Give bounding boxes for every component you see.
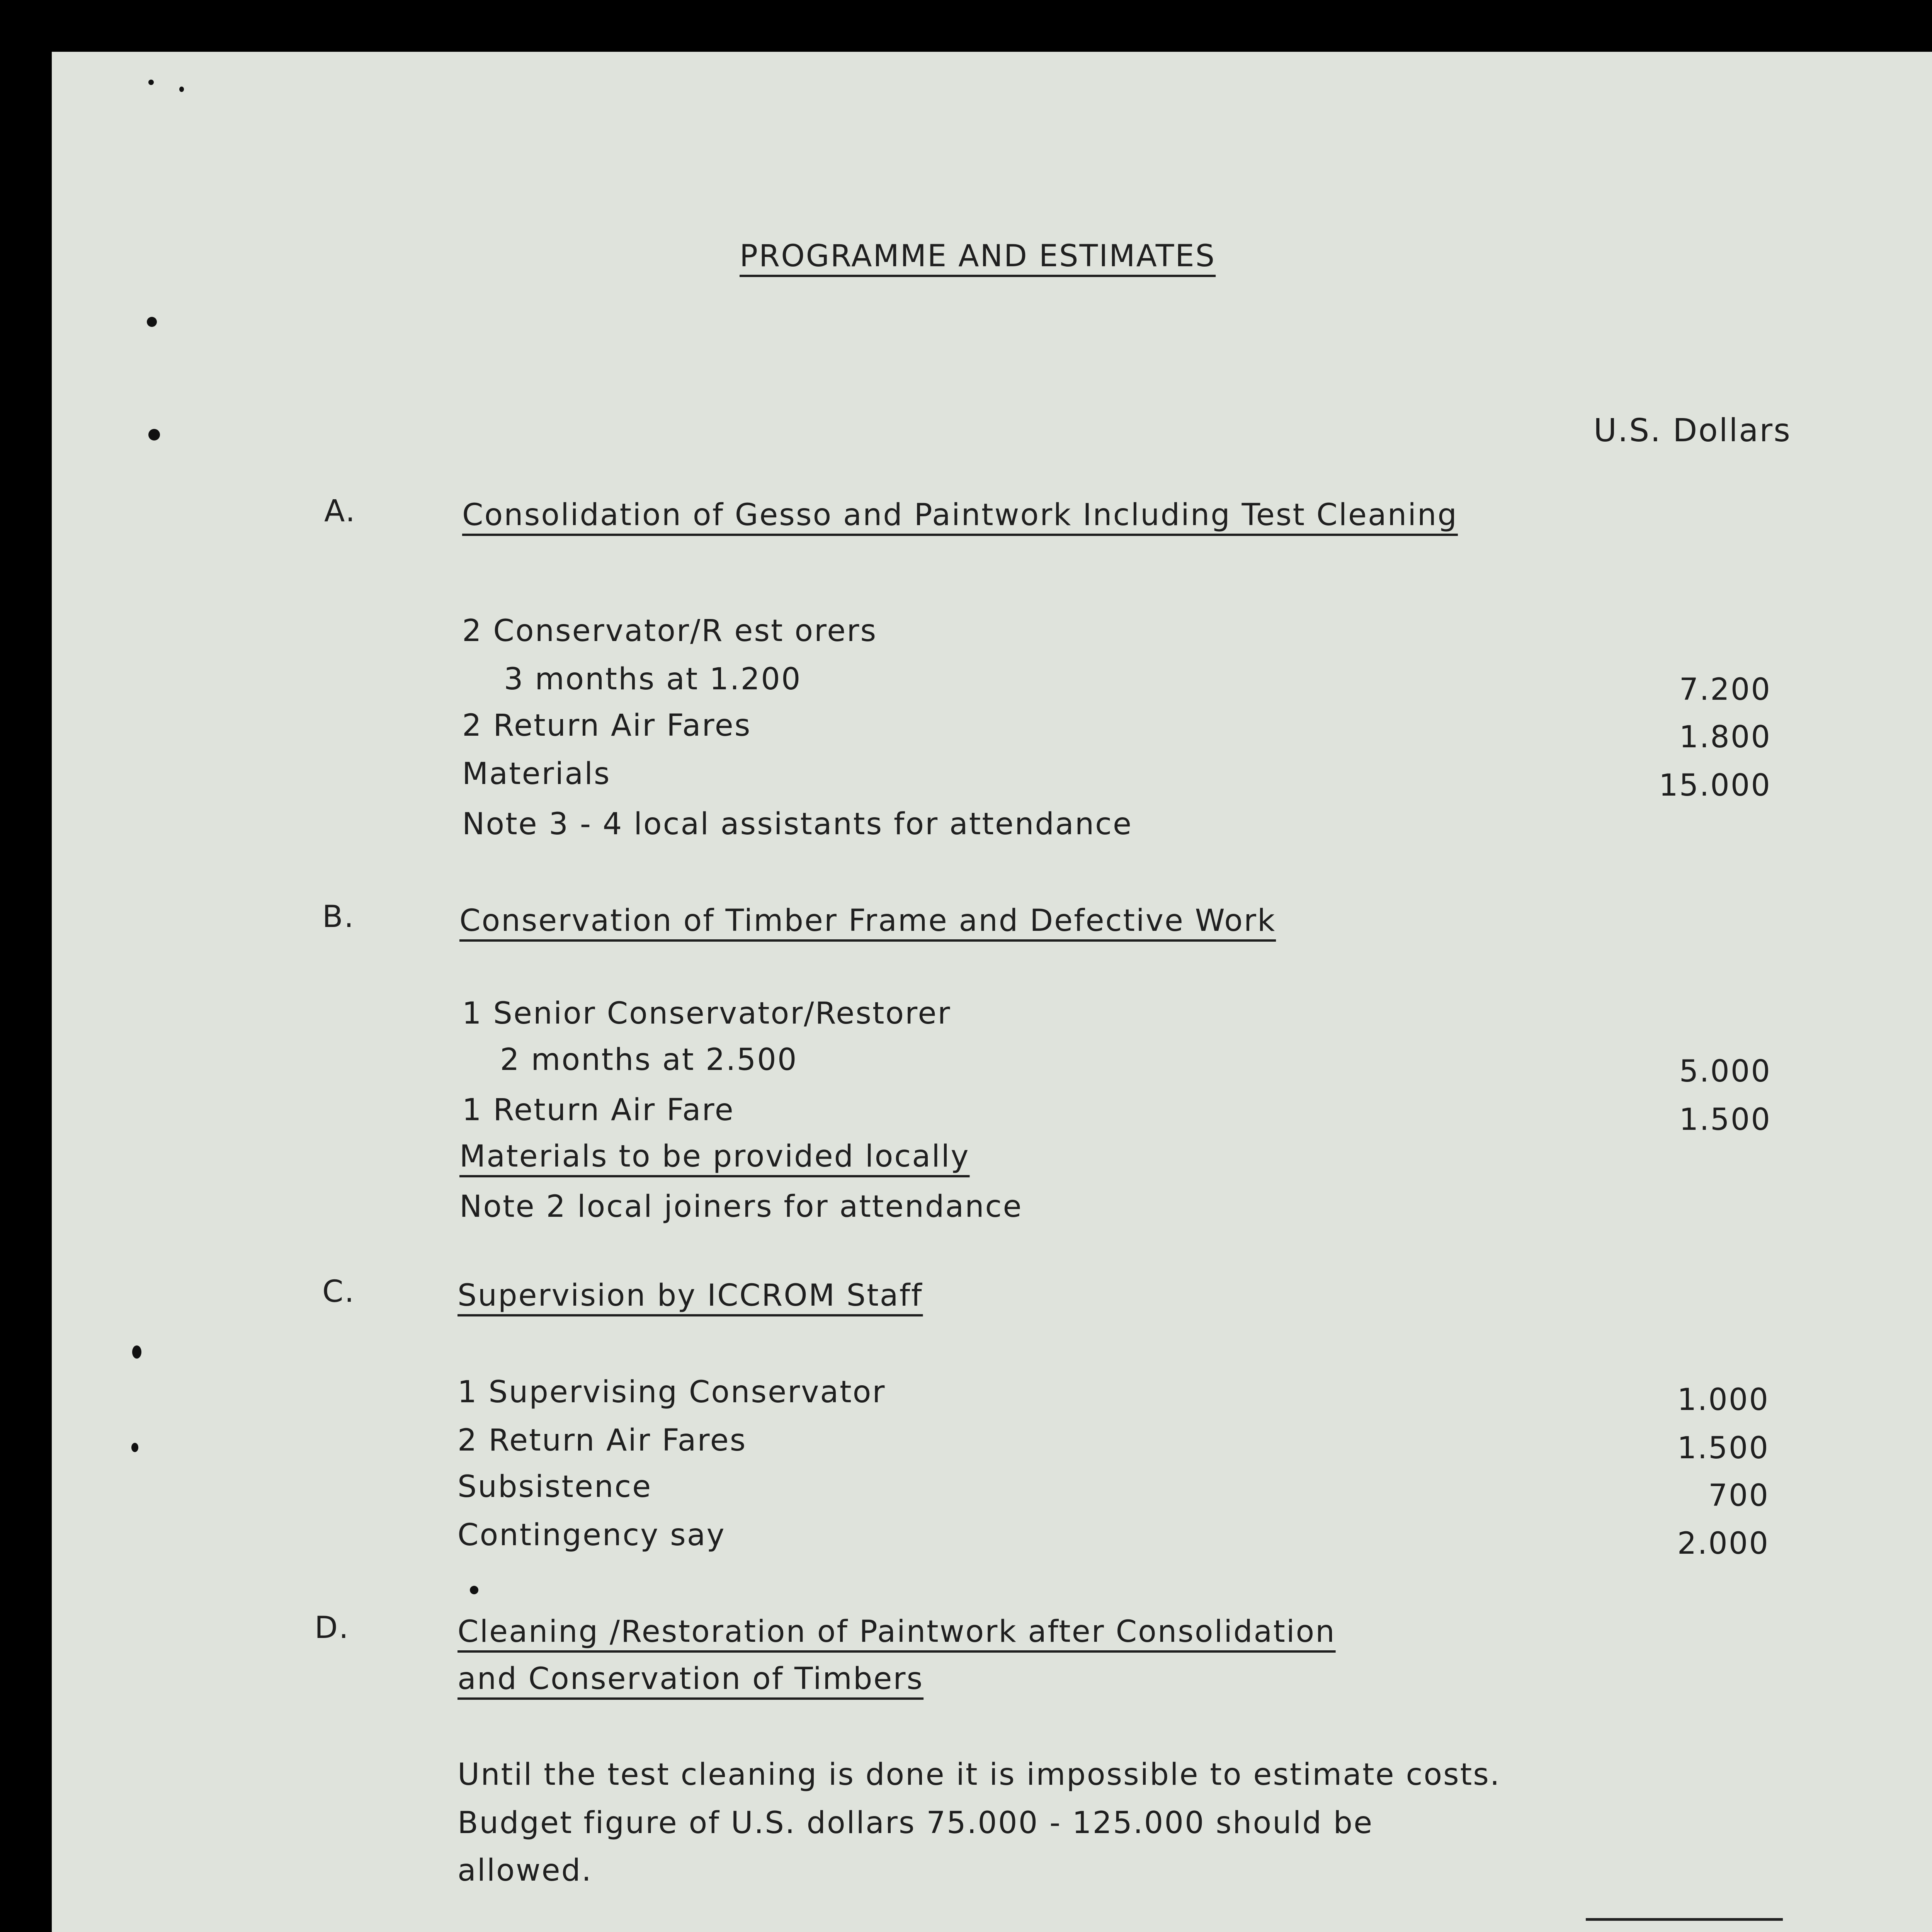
line-amount: 15.000 [1659,768,1771,803]
document-title: PROGRAMME AND ESTIMATES [740,239,1216,274]
line-amount: 1.000 [1677,1383,1769,1417]
section-d-heading-line1: Cleaning /Restoration of Paintwork after Consolidation [457,1614,1336,1649]
line-amount: 1.500 [1677,1431,1769,1466]
currency-header: U.S. Dollars [1594,412,1791,449]
note-text: Note 2 local joiners for attendance [459,1189,1023,1224]
section-a-heading: Consolidation of Gesso and Paintwork Including Test Cleaning [462,498,1458,532]
speck-mark [131,1443,138,1452]
line-amount: 1.800 [1679,720,1771,755]
section-d-heading-line2: and Conservation of Timbers [457,1662,924,1696]
section-d-letter: D. [315,1611,350,1645]
document-page [52,52,1932,1932]
section-c-heading: Supervision by ICCROM Staff [457,1278,923,1313]
line-amount: 2.000 [1677,1526,1769,1561]
speck-mark [148,429,160,440]
note-text: Note 3 - 4 local assistants for attendance [462,807,1133,842]
line-item: 2 Conservator/R est orers [462,614,878,648]
line-amount: 1.500 [1679,1102,1771,1137]
section-b-letter: B. [322,900,355,934]
line-item: 1 Return Air Fare [462,1093,735,1128]
line-amount: 700 [1708,1478,1769,1513]
line-item: 3 months at 1.200 [504,662,802,697]
speck-mark [147,317,157,327]
materials-note: Materials to be provided locally [459,1139,970,1174]
line-item: Subsistence [457,1469,652,1504]
speck-mark [148,80,154,85]
line-item: 2 months at 2.500 [500,1043,798,1077]
line-item: 2 Return Air Fares [462,708,752,743]
section-c-letter: C. [322,1274,355,1309]
line-item: 2 Return Air Fares [457,1423,747,1458]
paragraph-line: Until the test cleaning is done it is impossible to estimate costs. [457,1757,1501,1792]
line-item: Contingency say [457,1518,726,1553]
speck-mark [132,1345,141,1359]
line-item: 1 Supervising Conservator [457,1375,886,1410]
line-item: 1 Senior Conservator/Restorer [462,996,951,1031]
paragraph-line: Budget figure of U.S. dollars 75.000 - 125.000 should be [457,1806,1374,1840]
paragraph-line: allowed. [457,1853,592,1888]
line-amount: 7.200 [1679,672,1771,707]
total-top-rule [1586,1918,1783,1921]
section-b-heading: Conservation of Timber Frame and Defective Work [459,903,1276,938]
line-amount: 5.000 [1679,1054,1771,1089]
speck-mark [470,1586,478,1594]
speck-mark [179,87,184,92]
line-item: Materials [462,757,611,791]
section-a-letter: A. [324,494,356,529]
